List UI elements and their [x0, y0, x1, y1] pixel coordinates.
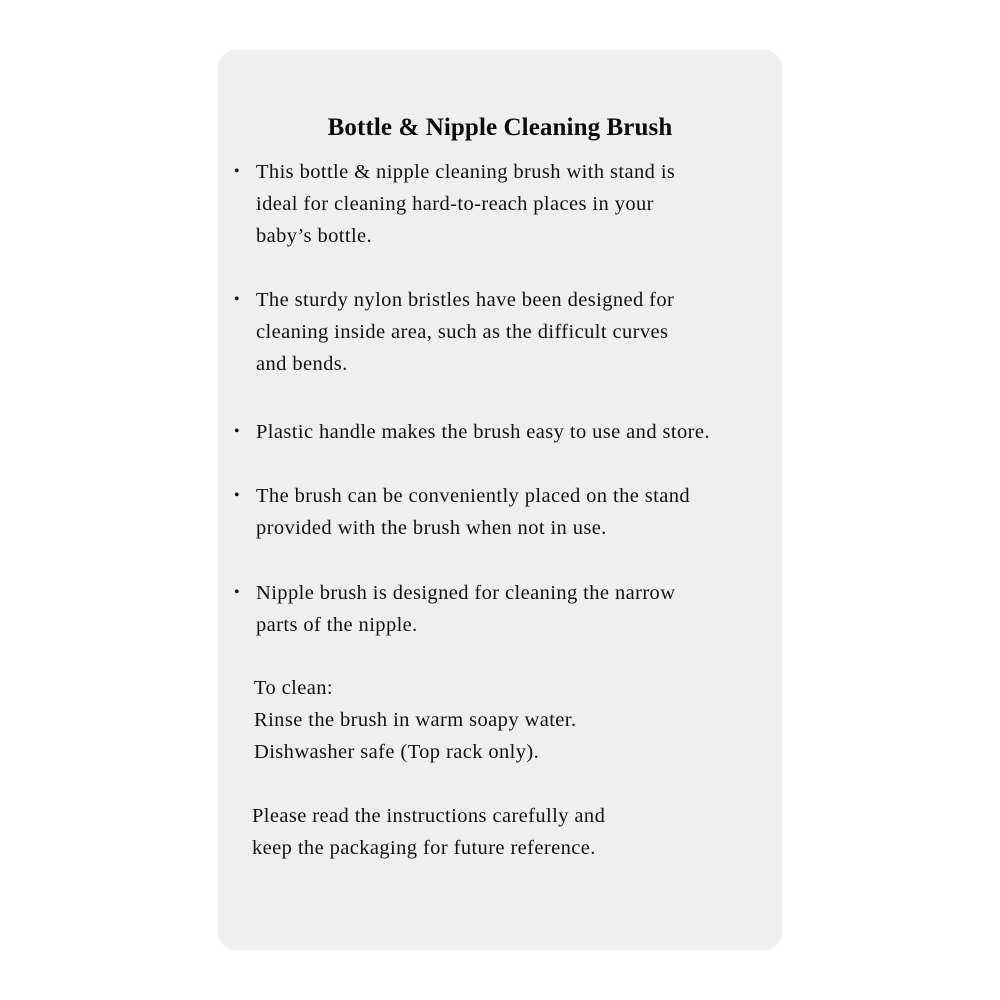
cleaning-line-1: Rinse the brush in warm soapy water.: [254, 709, 577, 731]
cleaning-line-2: Dishwasher safe (Top rack only).: [254, 741, 540, 763]
bullet-5-line-2: parts of the nipple.: [256, 614, 418, 636]
notice-section: [252, 800, 762, 864]
bullet-icon: •: [234, 487, 241, 504]
bullet-1-line-2: ideal for cleaning hard-to-reach places in your: [256, 193, 654, 215]
notice-line-2: keep the packaging for future reference.: [252, 837, 596, 859]
bullet-1-line-3: baby’s bottle.: [256, 225, 373, 247]
bullet-2-line-2: cleaning inside area, such as the difficult curves: [256, 321, 669, 343]
bullet-4-line-2: provided with the brush when not in use.: [256, 517, 607, 539]
bullet-2-line-3: and bends.: [256, 353, 348, 375]
bullet-icon: •: [234, 423, 241, 440]
bullet-icon: •: [234, 584, 241, 601]
bullet-1-line-1: This bottle & nipple cleaning brush with stand is: [256, 161, 676, 183]
cleaning-section: [254, 672, 764, 768]
cleaning-heading: To clean:: [254, 677, 334, 699]
bullet-2-line-1: The sturdy nylon bristles have been designed for: [256, 289, 675, 311]
bullet-icon: •: [234, 291, 241, 308]
bullet-3-line-1: Plastic handle makes the brush easy to use and store.: [256, 421, 710, 443]
bullet-icon: •: [234, 163, 241, 180]
instruction-card: [218, 50, 782, 950]
card-title: Bottle & Nipple Cleaning Brush: [327, 114, 673, 141]
bullet-5-line-1: Nipple brush is designed for cleaning the narrow: [256, 582, 676, 604]
notice-line-1: Please read the instructions carefully and: [252, 805, 606, 827]
bullet-4-line-1: The brush can be conveniently placed on the stand: [256, 485, 691, 507]
